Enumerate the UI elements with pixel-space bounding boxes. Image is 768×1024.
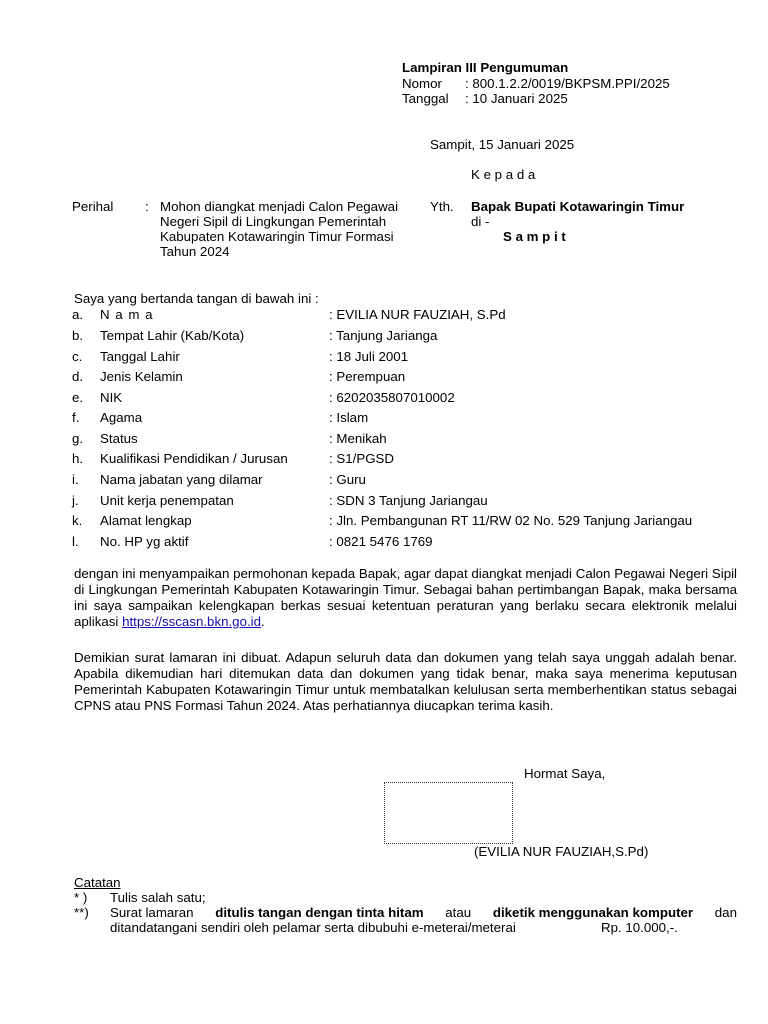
attachment-title: Lampiran III Pengumuman [402, 60, 569, 75]
note-2-line-2: ditandatangani sendiri oleh pelamar serta dibubuhi e-meterai/meterai [110, 920, 516, 935]
meterai-box [384, 782, 513, 844]
field-label-education: Kualifikasi Pendidikan / Jurusan [100, 451, 288, 466]
field-label-birthplace: Tempat Lahir (Kab/Kota) [100, 328, 245, 343]
perihal-line: Kabupaten Kotawaringin Timur Formasi [160, 229, 394, 244]
field-value-address: : Jln. Pembangunan RT 11/RW 02 No. 529 Tanjung Jariangau [329, 513, 693, 528]
recipient-name: Bapak Bupati Kotawaringin Timur [471, 199, 685, 214]
recipient-di: di - [471, 214, 490, 229]
perihal-line: Tahun 2024 [160, 244, 230, 259]
signature-name: (EVILIA NUR FAUZIAH,S.Pd) [474, 844, 649, 859]
body-paragraph-1-text: dengan ini menyampaikan permohonan kepada Bapak, agar dapat diangkat menjadi Calon Pegawai Negeri Sipil di Lingkungan Pemerintah Kabupaten Kotawaringin Timur. Sebagai bahan pertimbangan Bapak, maka bersama ini saya sampaikan kelengkapan berkas sesuai ketentuan peraturan yang berlaku secara elektronik melalui aplikasi [74, 566, 737, 629]
note-2-mark: **) [74, 905, 89, 920]
field-value-birthplace: : Tanjung Jarianga [329, 328, 438, 343]
field-label-phone: No. HP yg aktif [100, 534, 189, 549]
field-label-nama: N a m a [100, 307, 154, 322]
field-letter: a. [72, 307, 84, 322]
note-2-seg: atau [445, 905, 472, 920]
perihal-label: Perihal [72, 199, 114, 214]
place-date: Sampit, 15 Januari 2025 [430, 137, 575, 152]
field-value-education: : S1/PGSD [329, 451, 395, 466]
perihal-line: Negeri Sipil di Lingkungan Pemerintah [160, 214, 387, 229]
field-label-gender: Jenis Kelamin [100, 369, 183, 384]
field-value-birthdate: : 18 Juli 2001 [329, 349, 409, 364]
nomor-label: Nomor [402, 76, 442, 91]
sscasn-link[interactable]: https://sscasn.bkn.go.id [122, 614, 262, 629]
field-label-nik: NIK [100, 390, 123, 405]
field-letter: h. [72, 451, 84, 466]
note-2-handwritten: ditulis tangan dengan tinta hitam [215, 905, 424, 920]
note-2-typed: diketik menggunakan komputer [492, 905, 694, 920]
field-letter: l. [72, 534, 79, 549]
field-label-work-unit: Unit kerja penempatan [100, 493, 234, 508]
field-value-nama: : EVILIA NUR FAUZIAH, S.Pd [329, 307, 506, 322]
field-letter: f. [72, 410, 80, 425]
body-paragraph-2: Demikian surat lamaran ini dibuat. Adapun seluruh data dan dokumen yang telah saya unggah adalah benar. Apabila dikemudian hari ditemukan data dan dokumen yang tidak benar, maka saya menerima keputusan Pemerintah Kabupaten Kotawaringin Timur untuk membatalkan kelulusan serta memberhentikan status sebagai CPNS atau PNS Formasi Tahun 2024. Atas perhatiannya diucapkan terima kasih. [74, 650, 737, 713]
field-letter: g. [72, 431, 84, 446]
note-1-text: Tulis salah satu; [110, 890, 206, 905]
field-letter: e. [72, 390, 84, 405]
field-value-nik: : 6202035807010002 [329, 390, 455, 405]
tanggal-value: : 10 Januari 2025 [465, 91, 568, 106]
kepada: K e p a d a [471, 167, 536, 182]
field-letter: i. [72, 472, 79, 487]
field-value-gender: : Perempuan [329, 369, 406, 384]
note-2-seg: dan [714, 905, 737, 920]
field-label-position: Nama jabatan yang dilamar [100, 472, 263, 487]
field-letter: j. [72, 493, 79, 508]
field-value-work-unit: : SDN 3 Tanjung Jariangau [329, 493, 488, 508]
perihal-colon: : [145, 199, 149, 214]
field-letter: c. [72, 349, 83, 364]
perihal-line: Mohon diangkat menjadi Calon Pegawai [160, 199, 399, 214]
notes-title: Catatan [74, 875, 121, 890]
tanggal-label: Tanggal [402, 91, 449, 106]
field-value-religion: : Islam [329, 410, 369, 425]
nomor-value: : 800.1.2.2/0019/BKPSM.PPI/2025 [465, 76, 670, 91]
field-label-status: Status [100, 431, 138, 446]
field-label-address: Alamat lengkap [100, 513, 192, 528]
field-label-birthdate: Tanggal Lahir [100, 349, 180, 364]
field-letter: k. [72, 513, 83, 528]
closing-text: Hormat Saya, [524, 766, 606, 781]
recipient-city: S a m p i t [503, 229, 566, 244]
field-value-position: : Guru [329, 472, 366, 487]
yth-label: Yth. [430, 199, 454, 214]
note-2-line-1 [110, 905, 737, 921]
intro-text: Saya yang bertanda tangan di bawah ini : [74, 291, 319, 306]
note-2-amount: Rp. 10.000,-. [601, 920, 678, 935]
note-1-mark: * ) [74, 890, 88, 905]
body-paragraph-1-end: . [261, 614, 265, 629]
body-paragraph-1 [74, 566, 737, 630]
field-value-phone: : 0821 5476 1769 [329, 534, 433, 549]
field-label-religion: Agama [100, 410, 143, 425]
field-value-status: : Menikah [329, 431, 387, 446]
field-letter: b. [72, 328, 84, 343]
note-2-seg: Surat lamaran [110, 905, 194, 920]
field-letter: d. [72, 369, 84, 384]
